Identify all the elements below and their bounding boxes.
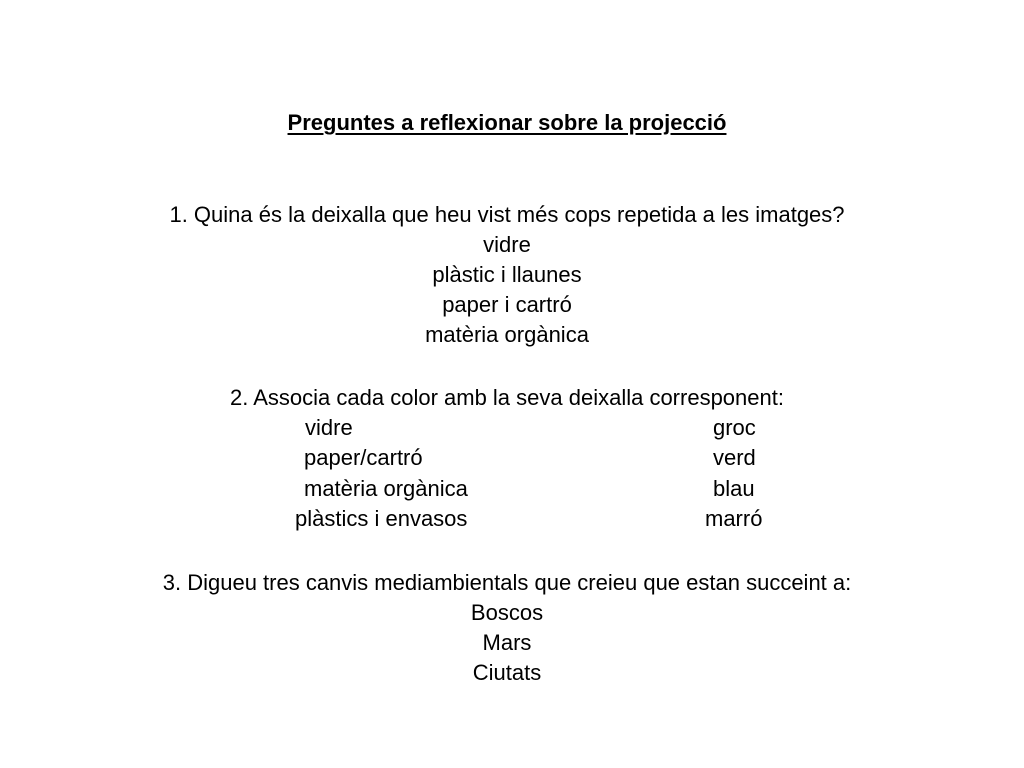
q2-waste-item: vidre (305, 415, 353, 440)
q2-color-item: groc (713, 415, 756, 440)
q1-option: vidre (483, 232, 531, 257)
question-2: 2. Associa cada color amb la seva deixalla corresponent: (230, 385, 784, 410)
question-1: 1. Quina és la deixalla que heu vist més cops repetida a les imatges? (169, 202, 845, 227)
q1-option: matèria orgànica (425, 322, 589, 347)
q3-option: Boscos (470, 600, 544, 625)
q2-waste-item: paper/cartró (304, 445, 423, 470)
q2-waste-item: plàstics i envasos (295, 506, 468, 531)
q1-option: plàstic i llaunes (432, 262, 582, 287)
q3-option: Mars (482, 630, 532, 655)
q3-option: Ciutats (472, 660, 542, 685)
q2-color-item: marró (705, 506, 763, 531)
question-3: 3. Digueu tres canvis mediambientals que creieu que estan succeint a: (162, 570, 852, 595)
q1-option: paper i cartró (442, 292, 572, 317)
q2-waste-item: matèria orgànica (304, 476, 468, 501)
page-title: Preguntes a reflexionar sobre la projecció (287, 110, 727, 135)
q2-color-item: verd (713, 445, 756, 470)
q2-color-item: blau (713, 476, 755, 501)
